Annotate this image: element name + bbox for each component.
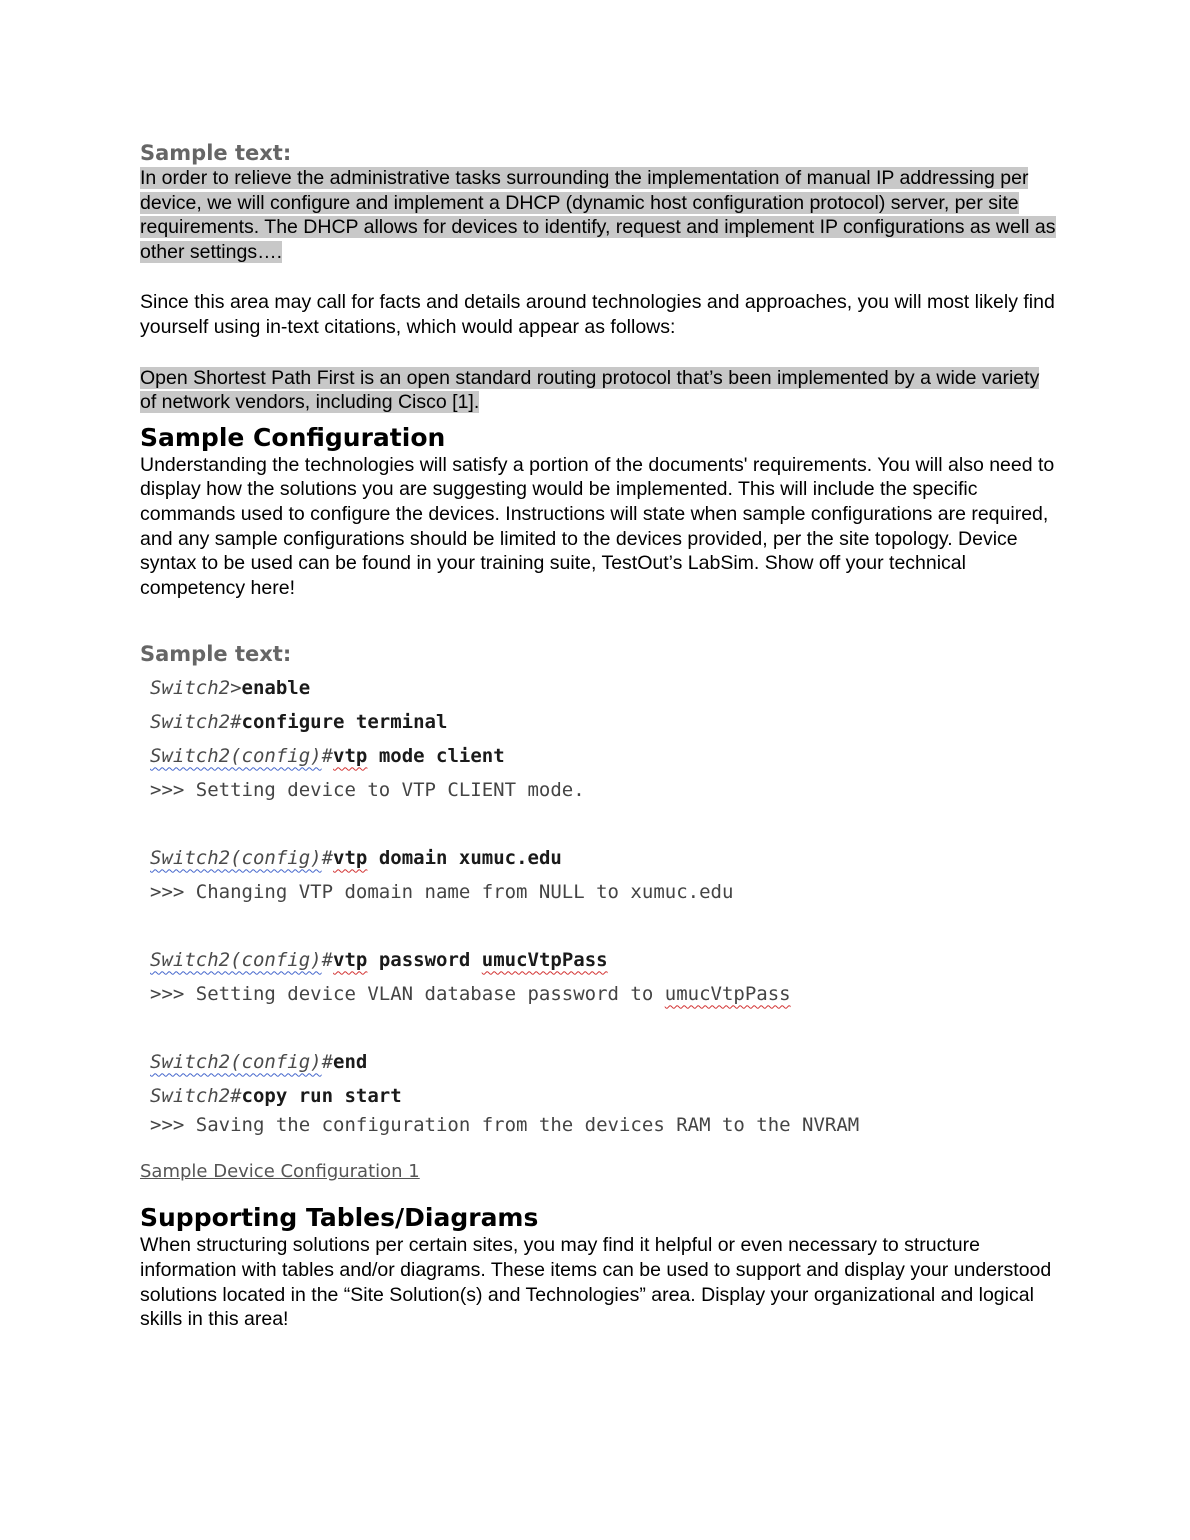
figure-caption: Sample Device Configuration 1 (140, 1161, 420, 1183)
sample-configuration-heading: Sample Configuration (140, 422, 446, 452)
document-page (140, 140, 1060, 1332)
highlighted-sample-text: In order to relieve the administrative tasks surrounding the implementation of manual IP addressing per device, we will configure and implement a DHCP (dynamic host configuration protocol) server, per site requirements. The DHCP allows for devices to identify, request and implement IP configurations as well as other settings…. (140, 167, 1056, 263)
code-line-2: Switch2#configure terminal (150, 711, 448, 734)
code-line-8: >>> Setting device VLAN database password to umucVtpPass (150, 983, 791, 1006)
citation-intro-paragraph: Since this area may call for facts and details around technologies and approaches, you will most likely find yourself using in-text citations, which would appear as follows: (140, 291, 1055, 338)
device-config-code-block (150, 671, 1060, 1138)
code-line-10: Switch2#copy run start (150, 1085, 402, 1108)
code-line-11: >>> Saving the configuration from the devices RAM to the NVRAM (150, 1114, 860, 1137)
sample-text-label: Sample text: (140, 141, 292, 165)
sample-configuration-body: Understanding the technologies will satisfy a portion of the documents' requirements. You will also need to display how the solutions you are suggesting would be implemented. This will include the specific commands used to configure the devices. Instructions will state when sample configurations are required, and any sample configurations should be limited to the devices provided, per the site topology. Device syntax to be used can be found in your training suite, TestOut’s LabSim. Show off your technical competency here! (140, 453, 1055, 599)
citation-example-paragraph (140, 366, 1060, 415)
highlighted-sample-paragraph (140, 166, 1060, 264)
code-line-1: Switch2>enable (150, 677, 311, 700)
citation-example-text: Open Shortest Path First is an open standard routing protocol that’s been implemented by a wide variety of network vendors, including Cisco [1]. (140, 366, 1040, 414)
supporting-tables-heading: Supporting Tables/Diagrams (140, 1203, 539, 1233)
code-line-3: Switch2(config)#vtp mode client (150, 745, 505, 768)
code-line-6: >>> Changing VTP domain name from NULL to xumuc.edu (150, 881, 734, 904)
code-line-9: Switch2(config)#end (150, 1051, 368, 1074)
code-line-7: Switch2(config)#vtp password umucVtpPass (150, 949, 608, 972)
sample-text-label-2: Sample text: (140, 642, 292, 667)
code-line-5: Switch2(config)#vtp domain xumuc.edu (150, 847, 562, 870)
code-line-4: >>> Setting device to VTP CLIENT mode. (150, 779, 585, 802)
supporting-tables-body: When structuring solutions per certain sites, you may find it helpful or even necessary to structure information with tables and/or diagrams. These items can be used to support and display your understood solutions located in the “Site Solution(s) and Technologies” area. Display your organizational and logical skills in this area! (140, 1234, 1052, 1331)
